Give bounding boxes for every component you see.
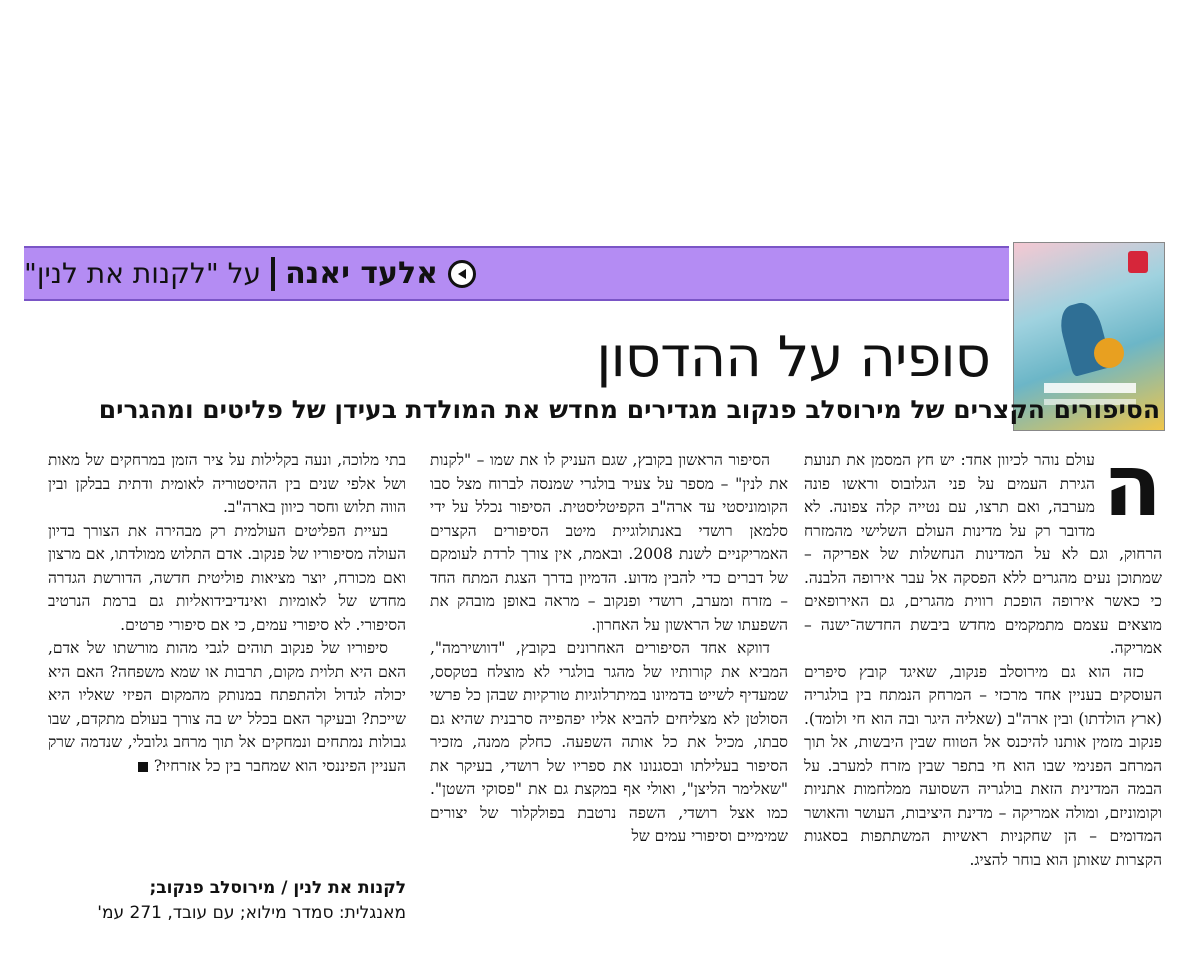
paragraph: עולם נוהר לכיוון אחד: יש חץ המסמן את תנועת הגירת העמים על פני הגלובוס וראשו פונה מערבה, ואם תרצו, עם נטייה קלה צפונה. לא מדובר רק על מדינות העולם השלישי מהמזרח הרחוק, וגם לא על המדינות הנחשלות של אפריקה – שמתוכן נעים מהגרים ללא הפסקה אל עבר אירופה הלבנה. כי כאשר אירופה הופכת רווית מהגרים, גם האירופאים מוצאים עצמם מתמקמים מחדש ביבשת החדשה־ישנה – אמריקה. (804, 451, 1162, 657)
banner-byline (24, 256, 476, 291)
article-column-3 (48, 449, 406, 778)
paragraph: דווקא אחד הסיפורים האחרונים בקובץ, "דוושירמה", המביא את קורותיו של מהגר בולגרי לא מוצלח בטקסס, שמעדיף לשייט בדמיונו במיתרלוגיות טורקיות שבהן כל פרשי הסולטן לא מצליחים להביא אליו יפהפייה סרבנית שהיא גם סבתו, מכיל את כל אותה השפעה. כחלק ממנה, מזכיר הסיפור בעלילתו ובסגנונו את ספריו של רושדי, בעיקר את "שאלימר הליצן", ואולי אף במקצת גם את "פסוקי השטן". כמו אצל רושדי, השפה נרטבת בפולקלור של יצורים שמימיים וסיפורי עמים של (430, 639, 788, 845)
end-of-article-icon (138, 762, 148, 772)
paragraph-text: סיפוריו של פנקוב תוהים לגבי מהות מורשתו של אדם, האם היא תלוית מקום, תרבות או שמא משפחה? האם היא יכולה לגדול ולהתפתח במנותק מהמקום הפיזי שאליו היא שייכת? ובעיקר האם בכלל יש בה צורך בעולם מתקדם, שבו גבולות נמתחים ונמחקים אל תוך מרחב גלובלי, שנדמה שרק העניין הפיננסי הוא שמחבר בין כל אזרחיו? (48, 639, 406, 775)
article-column-1 (804, 436, 1162, 872)
section-banner (24, 246, 1009, 301)
book-credit (48, 876, 406, 926)
cover-figure-accent (1094, 338, 1124, 368)
book-credit-title: לקנות את לנין / מירוסלב פנקוב; (149, 878, 406, 898)
drop-cap: ה (1102, 436, 1162, 536)
cover-title-stripe (1044, 383, 1136, 393)
paragraph: בעיית הפליטים העולמית רק מבהירה את הצורך בדיון העולה מסיפוריו של פנקוב. אדם התלוש ממולדתו, אם מרצון ואם מכורח, יוצר מציאות פוליטית חדשה, הדורשת הגדרה מחדש של לאומיות ואינדיבידואליות גם ברמת הנרטיב הסיפורי. לא סיפורי עמים, כי אם סיפורי פרטים. (48, 521, 406, 634)
publisher-logo-icon (1128, 251, 1148, 273)
article-column-2 (430, 449, 788, 849)
paragraph: כזה הוא גם מירוסלב פנקוב, שאיגד קובץ סיפרים העוסקים בעניין אחד מרכזי – המרחק הנמתח בין בולגריה (ארץ הולדתו) ובין ארה"ב (שאליה היגר ובה הוא חי ולומד). פנקוב מזמין אותנו להיכנס אל הטווח שבין היבשות, אל תוך המרחב הפנימי שבו הוא חי בתפר שבין מזרח למערב. על הבמה המדינית הזאת בולגריה השסועה ממלחמות אתניות וקומוניזם, ומולה אמריקה – מדינת היציבות, העושר והאושר המדומים – הן שחקניות ראשיות המשתתפות בסאגות הקצרות שאותן הוא בוחר להציג. (804, 662, 1162, 869)
paragraph: הסיפור הראשון בקובץ, שגם העניק לו את שמו – "לקנות את לנין" – מספר על צעיר בולגרי שמנסה לברוח מצל סבו הקומוניסטי עד ארה"ב הקפיטליסטית. הסיפור נכלל על ידי סלמאן רושדי באנתולוגיית מיטב הסיפורים הקצרים האמריקניים לשנת 2008. ובאמת, אין צורך לרדת לעומקם של דברים כדי להבין מדוע. הדמיון בדרך הצגת המתח החד – מזרח ומערב, רושדי ופנקוב – מראה באופן מובהק את השפעתו של הראשון על האחרון. (430, 451, 788, 634)
banner-separator (271, 257, 275, 291)
book-credit-details: מאנגלית: סמדר מילוא; עם עובד, 271 עמ' (97, 903, 406, 923)
paragraph (48, 637, 406, 778)
author-name: אלעד יאנה (285, 256, 438, 291)
subheadline: הסיפורים הקצרים של מירוסלב פנקוב מגדירים מחדש את המולדת בעידן של פליטים ומהגרים (98, 395, 1160, 424)
headline: סופיה על ההדסון (596, 325, 990, 390)
play-icon (448, 260, 476, 288)
article-subject: על "לקנות את לנין" (24, 257, 262, 290)
paragraph: בתי מלוכה, ונעה בקלילות על ציר הזמן במרחקים של מאות ושל אלפי שנים בין ההיסטוריה לאומית ודתית בבלקן ובין הווה תלוש וחסר כיוון בארה"ב. (48, 451, 406, 516)
